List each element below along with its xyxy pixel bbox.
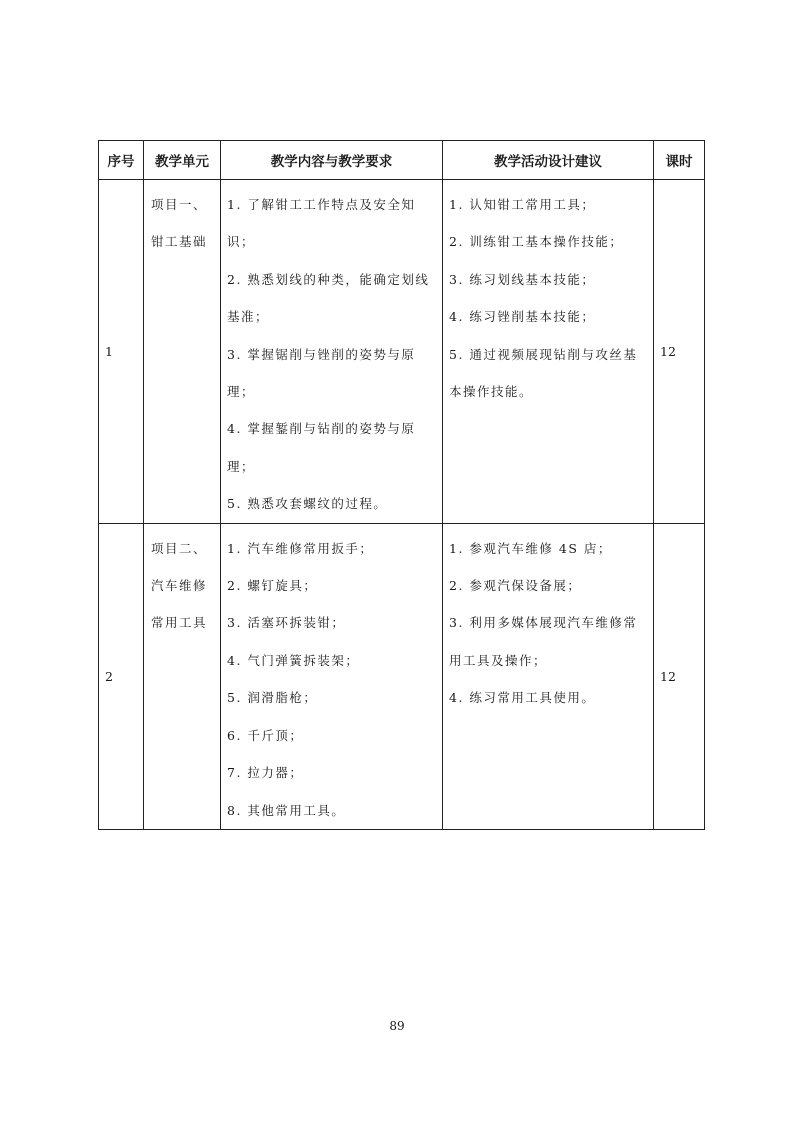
seq-cell: 1 — [99, 180, 144, 524]
content-item: 8. 其他常用工具。 — [227, 802, 346, 818]
content-item: 4. 掌握錾削与钻削的姿势与原理； — [227, 421, 416, 474]
activity-cell — [443, 180, 654, 524]
header-activity: 教学活动设计建议 — [443, 141, 654, 180]
curriculum-table — [98, 140, 705, 830]
activity-item: 3. 练习划线基本技能； — [449, 271, 596, 287]
activity-item: 5. 通过视频展现钻削与攻丝基本操作技能。 — [449, 346, 638, 400]
content-item: 5. 润滑脂枪； — [227, 690, 318, 706]
table-row — [99, 523, 705, 829]
content-cell — [221, 180, 443, 524]
content-item: 3. 掌握锯削与锉削的姿势与原理； — [227, 346, 416, 400]
activity-item: 2. 训练钳工基本操作技能； — [449, 234, 624, 250]
content-item: 4. 气门弹簧拆装架； — [227, 652, 360, 668]
unit-line: 项目二、 — [151, 540, 208, 556]
content-list — [227, 530, 438, 829]
table-header-row — [99, 141, 705, 180]
unit-line: 汽车维修 — [151, 577, 208, 593]
hours-cell: 12 — [654, 180, 705, 524]
header-hours: 课时 — [654, 141, 705, 180]
activity-item: 1. 参观汽车维修 4S 店； — [449, 540, 612, 556]
header-unit: 教学单元 — [144, 141, 221, 180]
content-list — [227, 186, 438, 523]
activity-item: 4. 练习锉削基本技能； — [449, 309, 596, 325]
activity-item: 4. 练习常用工具使用。 — [449, 690, 596, 706]
activity-list — [449, 186, 649, 410]
unit-line: 项目一、 — [151, 197, 208, 212]
page-number: 89 — [389, 1019, 405, 1033]
unit-cell — [144, 180, 221, 524]
hours-cell: 12 — [654, 523, 705, 829]
header-seq: 序号 — [99, 141, 144, 180]
content-item: 7. 拉力器； — [227, 765, 304, 781]
content-cell — [221, 523, 443, 829]
content-item: 1. 汽车维修常用扳手； — [227, 540, 374, 556]
content-item: 3. 活塞环拆装钳； — [227, 615, 346, 631]
content-item: 2. 螺钉旋具； — [227, 578, 318, 594]
seq-cell: 2 — [99, 523, 144, 829]
content-item: 5. 熟悉攻套螺纹的过程。 — [227, 496, 388, 512]
activity-cell — [443, 523, 654, 829]
activity-item: 3. 利用多媒体展现汽车维修常用工具及操作； — [449, 615, 638, 668]
unit-line: 钳工基础 — [151, 234, 208, 249]
content-item: 1. 了解钳工工作特点及安全知识； — [227, 197, 416, 250]
unit-cell — [144, 523, 221, 829]
content-item: 6. 千斤顶； — [227, 727, 304, 743]
table-row — [99, 180, 705, 524]
activity-list — [449, 530, 649, 717]
header-content: 教学内容与教学要求 — [221, 141, 443, 180]
content-item: 2. 熟悉划线的种类，能确定划线基准； — [227, 271, 430, 325]
unit-line: 常用工具 — [151, 614, 208, 630]
activity-item: 2. 参观汽保设备展； — [449, 578, 582, 594]
activity-item: 1. 认知钳工常用工具； — [449, 197, 596, 212]
